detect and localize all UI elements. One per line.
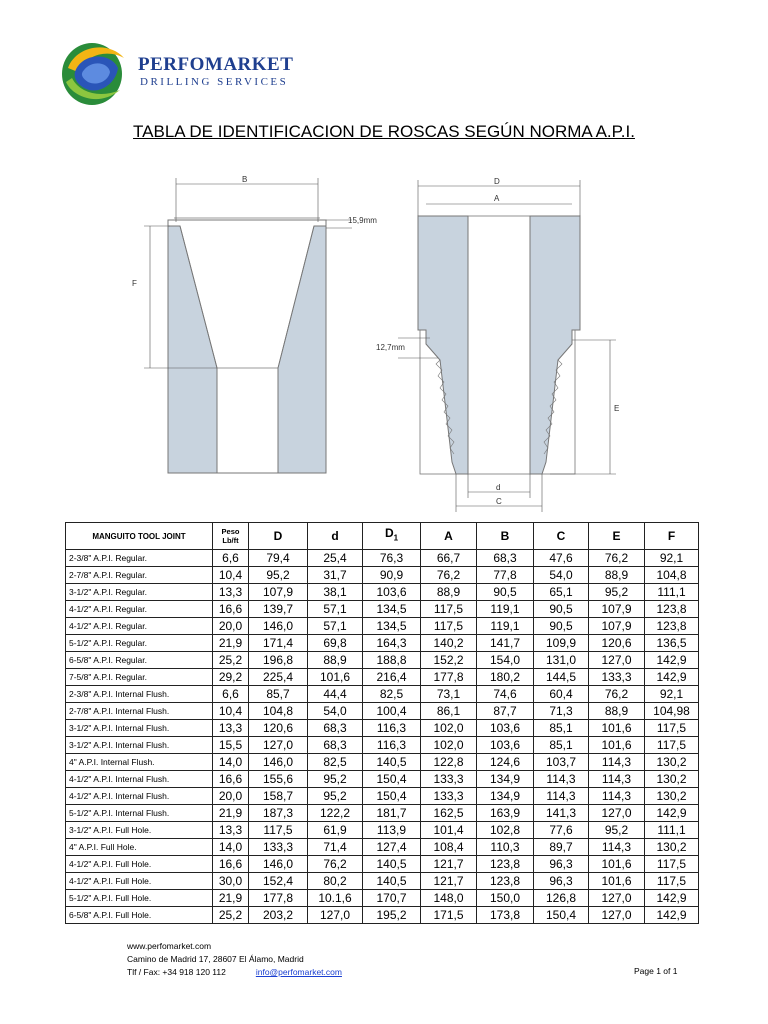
- row-value-cell: 76,2: [589, 686, 645, 703]
- row-value-cell: 123,8: [477, 873, 534, 890]
- row-value-cell: 140,5: [363, 873, 421, 890]
- row-value-cell: 196,8: [249, 652, 308, 669]
- row-description-cell: 4-1/2" A.P.I. Internal Flush.: [66, 788, 213, 805]
- row-value-cell: 127,0: [308, 907, 363, 924]
- row-value-cell: 76,2: [421, 567, 477, 584]
- table-row: [66, 822, 699, 839]
- row-value-cell: 80,2: [308, 873, 363, 890]
- row-value-cell: 108,4: [421, 839, 477, 856]
- row-value-cell: 66,7: [421, 550, 477, 567]
- row-value-cell: 130,2: [645, 771, 699, 788]
- row-value-cell: 119,1: [477, 618, 534, 635]
- header-D1-text: D: [384, 526, 394, 541]
- row-value-cell: 119,1: [477, 601, 534, 618]
- row-value-cell: 102,0: [421, 737, 477, 754]
- header-B: B: [477, 523, 534, 550]
- row-value-cell: 155,6: [249, 771, 308, 788]
- row-value-cell: 20,0: [213, 788, 249, 805]
- row-value-cell: 95,2: [308, 788, 363, 805]
- row-value-cell: 114,3: [589, 839, 645, 856]
- row-value-cell: 31,7: [308, 567, 363, 584]
- row-value-cell: 142,9: [645, 805, 699, 822]
- label-C: C: [496, 497, 502, 506]
- row-value-cell: 71,4: [308, 839, 363, 856]
- row-value-cell: 76,3: [363, 550, 421, 567]
- row-value-cell: 195,2: [363, 907, 421, 924]
- table-row: [66, 618, 699, 635]
- row-value-cell: 130,2: [645, 754, 699, 771]
- row-value-cell: 114,3: [534, 771, 589, 788]
- brand-name: PERFOMARKET: [138, 54, 294, 75]
- row-value-cell: 111,1: [645, 822, 699, 839]
- row-value-cell: 127,0: [589, 805, 645, 822]
- row-value-cell: 21,9: [213, 890, 249, 907]
- row-value-cell: 73,1: [421, 686, 477, 703]
- row-value-cell: 86,1: [421, 703, 477, 720]
- header-A: A: [421, 523, 477, 550]
- label-E: E: [614, 404, 620, 413]
- table-row: [66, 652, 699, 669]
- row-value-cell: 134,5: [363, 601, 421, 618]
- row-description-cell: 4-1/2" A.P.I. Full Hole.: [66, 873, 213, 890]
- row-value-cell: 117,5: [249, 822, 308, 839]
- row-value-cell: 90,5: [534, 618, 589, 635]
- row-value-cell: 100,4: [363, 703, 421, 720]
- row-value-cell: 133,3: [249, 839, 308, 856]
- row-value-cell: 134,9: [477, 771, 534, 788]
- row-value-cell: 6,6: [213, 686, 249, 703]
- table-row: [66, 788, 699, 805]
- footer-contact-line: [127, 966, 342, 979]
- row-description-cell: 4-1/2" A.P.I. Internal Flush.: [66, 771, 213, 788]
- row-value-cell: 127,4: [363, 839, 421, 856]
- row-value-cell: 203,2: [249, 907, 308, 924]
- box-section-drawing: [144, 178, 352, 473]
- page-title-text: TABLA DE IDENTIFICACION DE ROSCAS SEGÚN NORMA A.P.I.: [133, 122, 635, 141]
- row-value-cell: 104,8: [645, 567, 699, 584]
- table-row: [66, 635, 699, 652]
- row-description-cell: 2-3/8" A.P.I. Regular.: [66, 550, 213, 567]
- row-value-cell: 164,3: [363, 635, 421, 652]
- row-value-cell: 77,8: [477, 567, 534, 584]
- row-value-cell: 13,3: [213, 720, 249, 737]
- row-value-cell: 10.1,6: [308, 890, 363, 907]
- row-value-cell: 88,9: [589, 703, 645, 720]
- row-value-cell: 16,6: [213, 771, 249, 788]
- row-value-cell: 95,2: [249, 567, 308, 584]
- row-value-cell: 133,3: [421, 771, 477, 788]
- row-value-cell: 101,6: [589, 720, 645, 737]
- row-value-cell: 95,2: [589, 822, 645, 839]
- header-D: D: [249, 523, 308, 550]
- row-value-cell: 140,5: [363, 754, 421, 771]
- row-value-cell: 133,3: [589, 669, 645, 686]
- row-value-cell: 47,6: [534, 550, 589, 567]
- row-value-cell: 177,8: [249, 890, 308, 907]
- row-value-cell: 101,6: [589, 737, 645, 754]
- row-value-cell: 95,2: [589, 584, 645, 601]
- footer-website: www.perfomarket.com: [127, 941, 212, 951]
- row-value-cell: 122,8: [421, 754, 477, 771]
- row-description-cell: 4" A.P.I. Internal Flush.: [66, 754, 213, 771]
- page-number: Page 1 of 1: [634, 966, 678, 976]
- row-value-cell: 76,2: [308, 856, 363, 873]
- row-value-cell: 134,9: [477, 788, 534, 805]
- row-value-cell: 133,3: [421, 788, 477, 805]
- row-value-cell: 107,9: [589, 601, 645, 618]
- row-value-cell: 111,1: [645, 584, 699, 601]
- table-row: [66, 601, 699, 618]
- row-value-cell: 88,9: [589, 567, 645, 584]
- row-value-cell: 68,3: [308, 720, 363, 737]
- row-value-cell: 117,5: [645, 873, 699, 890]
- row-value-cell: 90,5: [477, 584, 534, 601]
- row-value-cell: 82,5: [308, 754, 363, 771]
- row-description-cell: 7-5/8" A.P.I. Regular.: [66, 669, 213, 686]
- row-value-cell: 13,3: [213, 584, 249, 601]
- row-value-cell: 114,3: [589, 788, 645, 805]
- row-value-cell: 95,2: [308, 771, 363, 788]
- table-row: [66, 550, 699, 567]
- pin-section-drawing: [398, 180, 616, 512]
- label-15-9mm: 15,9mm: [348, 216, 377, 225]
- header-F: F: [645, 523, 699, 550]
- row-value-cell: 127,0: [249, 737, 308, 754]
- row-value-cell: 117,5: [645, 720, 699, 737]
- row-value-cell: 68,3: [477, 550, 534, 567]
- label-12-7mm: 12,7mm: [376, 343, 405, 352]
- row-value-cell: 117,5: [645, 737, 699, 754]
- row-value-cell: 21,9: [213, 635, 249, 652]
- row-value-cell: 173,8: [477, 907, 534, 924]
- row-value-cell: 120,6: [249, 720, 308, 737]
- row-value-cell: 13,3: [213, 822, 249, 839]
- row-value-cell: 127,0: [589, 907, 645, 924]
- row-value-cell: 69,8: [308, 635, 363, 652]
- row-value-cell: 77,6: [534, 822, 589, 839]
- row-value-cell: 44,4: [308, 686, 363, 703]
- row-value-cell: 61,9: [308, 822, 363, 839]
- row-value-cell: 162,5: [421, 805, 477, 822]
- row-value-cell: 88,9: [308, 652, 363, 669]
- label-A: A: [494, 194, 500, 203]
- row-value-cell: 79,4: [249, 550, 308, 567]
- row-value-cell: 181,7: [363, 805, 421, 822]
- row-value-cell: 114,3: [534, 788, 589, 805]
- row-value-cell: 89,7: [534, 839, 589, 856]
- table-header-row: [66, 523, 699, 550]
- row-value-cell: 92,1: [645, 550, 699, 567]
- row-value-cell: 127,0: [589, 890, 645, 907]
- row-description-cell: 3-1/2" A.P.I. Internal Flush.: [66, 720, 213, 737]
- header-E: E: [589, 523, 645, 550]
- row-value-cell: 140,2: [421, 635, 477, 652]
- row-value-cell: 171,4: [249, 635, 308, 652]
- row-value-cell: 117,5: [421, 618, 477, 635]
- row-value-cell: 123,8: [645, 618, 699, 635]
- row-value-cell: 76,2: [589, 550, 645, 567]
- row-value-cell: 114,3: [589, 771, 645, 788]
- table-row: [66, 669, 699, 686]
- row-value-cell: 123,8: [645, 601, 699, 618]
- row-value-cell: 150,4: [534, 907, 589, 924]
- logo-emblem-icon: [58, 38, 134, 108]
- row-value-cell: 85,7: [249, 686, 308, 703]
- row-value-cell: 126,8: [534, 890, 589, 907]
- row-value-cell: 130,2: [645, 839, 699, 856]
- row-description-cell: 6-5/8" A.P.I. Full Hole.: [66, 907, 213, 924]
- row-value-cell: 74,6: [477, 686, 534, 703]
- row-value-cell: 65,1: [534, 584, 589, 601]
- table-row: [66, 720, 699, 737]
- row-value-cell: 102,8: [477, 822, 534, 839]
- row-value-cell: 88,9: [421, 584, 477, 601]
- row-value-cell: 101,4: [421, 822, 477, 839]
- row-value-cell: 122,2: [308, 805, 363, 822]
- row-description-cell: 4-1/2" A.P.I. Regular.: [66, 618, 213, 635]
- row-value-cell: 177,8: [421, 669, 477, 686]
- row-value-cell: 10,4: [213, 567, 249, 584]
- row-value-cell: 107,9: [589, 618, 645, 635]
- table-row: [66, 686, 699, 703]
- row-value-cell: 171,5: [421, 907, 477, 924]
- row-value-cell: 104,98: [645, 703, 699, 720]
- row-description-cell: 2-7/8" A.P.I. Regular.: [66, 567, 213, 584]
- row-value-cell: 21,9: [213, 805, 249, 822]
- row-value-cell: 121,7: [421, 873, 477, 890]
- row-value-cell: 38,1: [308, 584, 363, 601]
- row-value-cell: 123,8: [477, 856, 534, 873]
- table-row: [66, 873, 699, 890]
- row-description-cell: 2-3/8" A.P.I. Internal Flush.: [66, 686, 213, 703]
- row-value-cell: 57,1: [308, 618, 363, 635]
- row-value-cell: 130,2: [645, 788, 699, 805]
- row-value-cell: 146,0: [249, 856, 308, 873]
- row-value-cell: 150,0: [477, 890, 534, 907]
- row-value-cell: 25,2: [213, 907, 249, 924]
- row-description-cell: 4" A.P.I. Full Hole.: [66, 839, 213, 856]
- footer-email-link[interactable]: info@perfomarket.com: [255, 967, 342, 977]
- footer: [127, 940, 342, 979]
- row-value-cell: 146,0: [249, 618, 308, 635]
- row-value-cell: 103,6: [363, 584, 421, 601]
- row-value-cell: 152,4: [249, 873, 308, 890]
- row-value-cell: 114,3: [589, 754, 645, 771]
- row-value-cell: 29,2: [213, 669, 249, 686]
- row-value-cell: 103,6: [477, 737, 534, 754]
- row-value-cell: 90,9: [363, 567, 421, 584]
- row-value-cell: 124,6: [477, 754, 534, 771]
- table-body: [66, 550, 699, 924]
- row-value-cell: 117,5: [645, 856, 699, 873]
- header-d: d: [308, 523, 363, 550]
- row-value-cell: 148,0: [421, 890, 477, 907]
- row-value-cell: 139,7: [249, 601, 308, 618]
- row-value-cell: 16,6: [213, 601, 249, 618]
- row-description-cell: 3-1/2" A.P.I. Regular.: [66, 584, 213, 601]
- row-value-cell: 25,4: [308, 550, 363, 567]
- row-value-cell: 85,1: [534, 737, 589, 754]
- row-value-cell: 127,0: [589, 652, 645, 669]
- row-value-cell: 121,7: [421, 856, 477, 873]
- row-value-cell: 180,2: [477, 669, 534, 686]
- row-value-cell: 163,9: [477, 805, 534, 822]
- row-value-cell: 96,3: [534, 856, 589, 873]
- label-F: F: [132, 279, 137, 288]
- row-value-cell: 154,0: [477, 652, 534, 669]
- row-value-cell: 102,0: [421, 720, 477, 737]
- row-value-cell: 104,8: [249, 703, 308, 720]
- row-value-cell: 142,9: [645, 890, 699, 907]
- row-value-cell: 103,6: [477, 720, 534, 737]
- company-logo: [58, 38, 298, 108]
- row-value-cell: 15,5: [213, 737, 249, 754]
- row-value-cell: 146,0: [249, 754, 308, 771]
- table-row: [66, 839, 699, 856]
- page-title: [0, 122, 768, 142]
- row-value-cell: 20,0: [213, 618, 249, 635]
- label-B: B: [242, 175, 248, 184]
- row-value-cell: 170,7: [363, 890, 421, 907]
- row-value-cell: 110,3: [477, 839, 534, 856]
- row-value-cell: 158,7: [249, 788, 308, 805]
- row-value-cell: 113,9: [363, 822, 421, 839]
- table-row: [66, 703, 699, 720]
- row-value-cell: 134,5: [363, 618, 421, 635]
- row-value-cell: 120,6: [589, 635, 645, 652]
- row-value-cell: 103,7: [534, 754, 589, 771]
- table-row: [66, 890, 699, 907]
- header-peso: Peso Lb/ft: [213, 523, 249, 550]
- footer-phone: Tlf / Fax: +34 918 120 112: [127, 967, 226, 977]
- row-value-cell: 117,5: [421, 601, 477, 618]
- row-value-cell: 150,4: [363, 771, 421, 788]
- table-row: [66, 754, 699, 771]
- row-description-cell: 2-7/8" A.P.I. Internal Flush.: [66, 703, 213, 720]
- row-value-cell: 225,4: [249, 669, 308, 686]
- row-description-cell: 5-1/2" A.P.I. Full Hole.: [66, 890, 213, 907]
- header-tool-joint: MANGUITO TOOL JOINT: [66, 523, 213, 550]
- row-value-cell: 68,3: [308, 737, 363, 754]
- row-value-cell: 140,5: [363, 856, 421, 873]
- row-value-cell: 6,6: [213, 550, 249, 567]
- row-value-cell: 142,9: [645, 907, 699, 924]
- row-value-cell: 136,5: [645, 635, 699, 652]
- row-value-cell: 101,6: [589, 873, 645, 890]
- label-D: D: [494, 177, 500, 186]
- table-row: [66, 584, 699, 601]
- row-value-cell: 142,9: [645, 669, 699, 686]
- header-D1: [363, 523, 421, 550]
- row-value-cell: 60,4: [534, 686, 589, 703]
- row-description-cell: 4-1/2" A.P.I. Regular.: [66, 601, 213, 618]
- row-value-cell: 101,6: [589, 856, 645, 873]
- row-description-cell: 3-1/2" A.P.I. Full Hole.: [66, 822, 213, 839]
- row-value-cell: 54,0: [534, 567, 589, 584]
- row-value-cell: 141,3: [534, 805, 589, 822]
- row-value-cell: 85,1: [534, 720, 589, 737]
- row-value-cell: 116,3: [363, 720, 421, 737]
- table-row: [66, 771, 699, 788]
- row-value-cell: 30,0: [213, 873, 249, 890]
- header-C: C: [534, 523, 589, 550]
- row-value-cell: 90,5: [534, 601, 589, 618]
- row-value-cell: 216,4: [363, 669, 421, 686]
- row-description-cell: 5-1/2" A.P.I. Regular.: [66, 635, 213, 652]
- row-description-cell: 5-1/2" A.P.I. Internal Flush.: [66, 805, 213, 822]
- row-value-cell: 131,0: [534, 652, 589, 669]
- row-value-cell: 10,4: [213, 703, 249, 720]
- row-value-cell: 96,3: [534, 873, 589, 890]
- row-value-cell: 107,9: [249, 584, 308, 601]
- row-description-cell: 3-1/2" A.P.I. Internal Flush.: [66, 737, 213, 754]
- table-row: [66, 856, 699, 873]
- thread-diagram: [120, 170, 640, 520]
- row-value-cell: 57,1: [308, 601, 363, 618]
- table-row: [66, 567, 699, 584]
- row-value-cell: 71,3: [534, 703, 589, 720]
- thread-spec-table: [65, 522, 699, 924]
- row-value-cell: 142,9: [645, 652, 699, 669]
- row-value-cell: 150,4: [363, 788, 421, 805]
- row-value-cell: 25,2: [213, 652, 249, 669]
- row-value-cell: 92,1: [645, 686, 699, 703]
- table-row: [66, 805, 699, 822]
- row-value-cell: 87,7: [477, 703, 534, 720]
- label-d: d: [496, 483, 501, 492]
- row-value-cell: 54,0: [308, 703, 363, 720]
- row-value-cell: 144,5: [534, 669, 589, 686]
- row-description-cell: 4-1/2" A.P.I. Full Hole.: [66, 856, 213, 873]
- row-value-cell: 187,3: [249, 805, 308, 822]
- row-value-cell: 152,2: [421, 652, 477, 669]
- header-D1-subscript: 1: [393, 533, 399, 543]
- row-value-cell: 16,6: [213, 856, 249, 873]
- table-row: [66, 737, 699, 754]
- row-value-cell: 188,8: [363, 652, 421, 669]
- row-description-cell: 6-5/8" A.P.I. Regular.: [66, 652, 213, 669]
- row-value-cell: 109,9: [534, 635, 589, 652]
- row-value-cell: 14,0: [213, 839, 249, 856]
- footer-address: Camino de Madrid 17, 28607 El Álamo, Madrid: [127, 954, 304, 964]
- row-value-cell: 116,3: [363, 737, 421, 754]
- row-value-cell: 101,6: [308, 669, 363, 686]
- brand-subtitle: DRILLING SERVICES: [140, 76, 289, 88]
- row-value-cell: 141,7: [477, 635, 534, 652]
- row-value-cell: 14,0: [213, 754, 249, 771]
- table-row: [66, 907, 699, 924]
- row-value-cell: 82,5: [363, 686, 421, 703]
